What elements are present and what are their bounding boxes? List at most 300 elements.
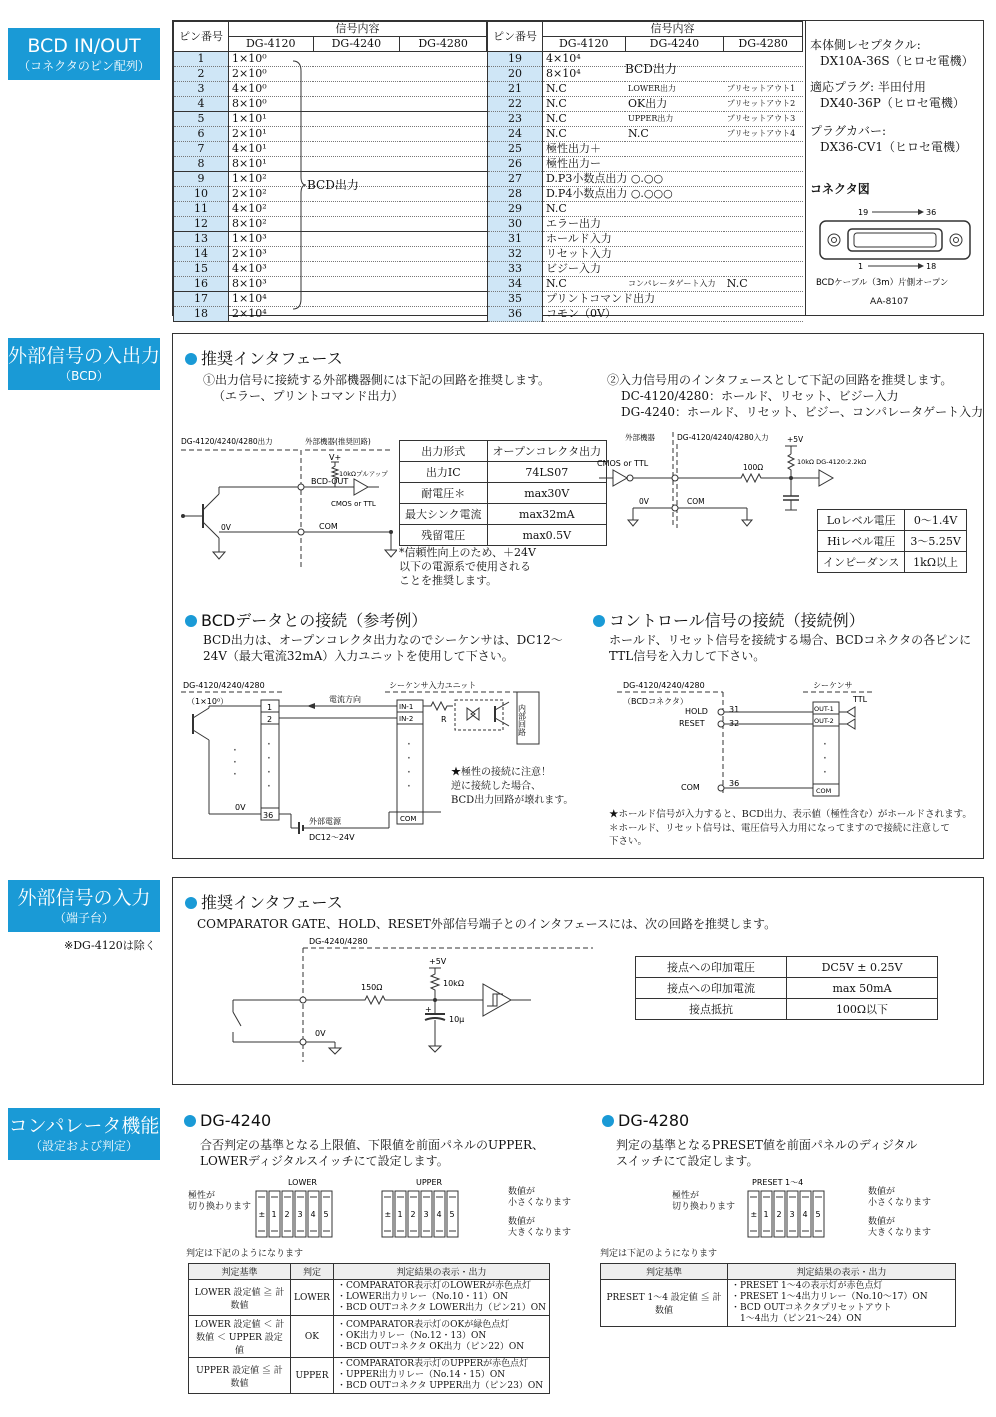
- bullet-icon: [184, 1115, 196, 1127]
- table-row: [189, 1358, 550, 1394]
- receptacle-label: 本体側レセプタクル:: [810, 38, 921, 52]
- pin-number: 31: [488, 232, 543, 247]
- circuit-label: HOLD: [685, 707, 708, 716]
- criteria-cell: LOWER 設定値 ＜ 計数値 ＜ UPPER 設定値: [189, 1316, 291, 1358]
- table-row: [189, 1280, 550, 1316]
- signal-cell: 4×10⁰: [229, 82, 314, 97]
- switch-digit: 2: [284, 1210, 290, 1219]
- criteria-cell: PRESET 1～4 設定値 ≦ 計数値: [601, 1280, 728, 1327]
- pin-number: 26: [488, 157, 543, 172]
- table-row: [488, 247, 803, 262]
- pin-label: 36: [729, 779, 740, 788]
- signal-cell: 8×10⁴: [543, 67, 803, 82]
- signal-cell: 2×10³: [229, 247, 314, 262]
- signal-cell: ホールド入力: [543, 232, 803, 247]
- pin-label: 31: [729, 705, 740, 714]
- switch-digit: 4: [802, 1210, 808, 1219]
- signal-cell: [313, 112, 400, 127]
- signal-cell: [400, 247, 487, 262]
- signal-cell: プリセットアウト4: [724, 127, 803, 142]
- circuit-label: 外部電源: [309, 817, 341, 826]
- switch-digit: ±: [750, 1210, 758, 1219]
- spec-value: 1kΩ以上: [905, 552, 966, 573]
- table-row: [174, 112, 487, 127]
- pin-number: 9: [174, 172, 229, 187]
- circuit-label: 外部機器: [625, 433, 655, 442]
- signal-cell: [313, 67, 400, 82]
- signal-cell: N.C: [543, 97, 626, 112]
- switch-digit: 1: [763, 1210, 769, 1219]
- pin-number: 1: [174, 52, 229, 67]
- signal-cell: 2×10²: [229, 187, 314, 202]
- connector-info: [805, 21, 984, 315]
- smaller-note: 数値が 小さくなります: [508, 1187, 572, 1208]
- heading-dg4240: [184, 1111, 271, 1130]
- heading-interface: [185, 346, 343, 369]
- table-row: [174, 127, 487, 142]
- signal-cell: [400, 142, 487, 157]
- heading-text: 推奨インタフェース: [201, 349, 343, 368]
- model-header: DG-4280: [724, 37, 803, 52]
- pin-number: 33: [488, 262, 543, 277]
- connector-diagram: [812, 205, 978, 295]
- circuit-label: COM: [681, 783, 700, 792]
- circuit-label: COM: [400, 815, 417, 823]
- signal-cell: 1×10³: [229, 232, 314, 247]
- polarity-warning: ★極性の接続に注意！ 逆に接続した場合、 BCD出力回路が壊れます。: [451, 767, 574, 806]
- paragraph: COMPARATOR GATE、HOLD、RESET外部信号端子とのインタフェースには、次の回路を推奨します。: [197, 917, 777, 931]
- svg-text:+: +: [425, 1005, 432, 1014]
- circuit-label: シーケンサ: [813, 681, 853, 690]
- pin-number: 29: [488, 202, 543, 217]
- table-row: [488, 82, 803, 97]
- circuit-label: DG-4240/4280: [309, 937, 368, 946]
- spec-row: [636, 957, 938, 978]
- table-row: [488, 262, 803, 277]
- circuit-label: 10kΩ DG-4120:2.2kΩ: [797, 458, 867, 466]
- pin-number: 15: [174, 262, 229, 277]
- result-cell: ・PRESET 1～4の表示灯が赤色点灯 ・PRESET 1～4出力リレー（No.10～17）ON ・BCD OUTコネクタプリセットアウト 1～4出力（ピン21～24）ON: [728, 1280, 956, 1327]
- spec-value: max30V: [487, 483, 607, 504]
- spec-value: 74LS07: [487, 462, 607, 483]
- switch-digit: 2: [776, 1210, 782, 1219]
- spec-row: [818, 510, 967, 531]
- section-label-ext-io: [8, 338, 160, 390]
- circuit-label: 10kΩ: [443, 979, 464, 988]
- signal-cell: 4×10³: [229, 262, 314, 277]
- table-row: [601, 1280, 956, 1327]
- table-row: [488, 127, 803, 142]
- table-row: [174, 277, 487, 292]
- svg-text:·: ·: [407, 779, 411, 793]
- plug-part: DX40-36P（ヒロセ電機）: [820, 96, 965, 110]
- switch-digit: 3: [789, 1210, 795, 1219]
- section-title: 外部信号の入力: [17, 887, 151, 909]
- svg-text:·: ·: [233, 767, 237, 781]
- circuit-label: COM: [687, 497, 705, 506]
- pin-number: 14: [174, 247, 229, 262]
- signal-cell: [400, 232, 487, 247]
- upper-switch-group: [382, 1191, 458, 1237]
- table-row: [174, 142, 487, 157]
- circuit-label: +5V: [787, 435, 804, 444]
- spec-row: [818, 531, 967, 552]
- paragraph: 合否判定の基準となる上限値、下限値を前面パネルのUPPER、 LOWERディジタルスイッチにて設定します。: [200, 1138, 545, 1168]
- pin-label: 2: [267, 715, 273, 724]
- bullet-icon: [185, 615, 197, 627]
- signal-cell: N.C: [543, 82, 626, 97]
- table-header: 判定基準: [189, 1264, 291, 1280]
- pin-label: 1: [858, 262, 864, 271]
- heading-control-connection: [593, 608, 865, 631]
- circuit-label: DG-4120/4240/4280: [183, 681, 265, 690]
- polarity-note: 極性が 切り換わります: [672, 1191, 736, 1212]
- table-row: [488, 232, 803, 247]
- signal-cell: [400, 67, 487, 82]
- circuit-label: R: [441, 715, 447, 724]
- pin-number: 36: [488, 307, 543, 322]
- circuit-label: TTL: [853, 695, 868, 704]
- signal-cell: プリセットアウト3: [724, 112, 803, 127]
- table-row: [488, 217, 803, 232]
- table-row: [174, 52, 487, 67]
- spec-value: max32mA: [487, 504, 607, 525]
- pin-number: 6: [174, 127, 229, 142]
- section-title: コンパレータ機能: [8, 1115, 160, 1137]
- pin-number: 4: [174, 97, 229, 112]
- section-label-comparator: [8, 1108, 160, 1160]
- paragraph: ホールド、リセット信号を接続する場合、BCDコネクタの各ピンに TTL信号を入力して下さい。: [609, 633, 972, 663]
- signal-cell: [313, 292, 400, 307]
- signal-cell: [313, 82, 400, 97]
- cable-label: BCDケーブル（3m）片側オープン: [816, 278, 949, 288]
- pin-number: 35: [488, 292, 543, 307]
- section-subtitle: （設定および判定）: [29, 1139, 138, 1153]
- signal-cell: 2×10⁴: [229, 307, 314, 322]
- table-row: [189, 1316, 550, 1358]
- pin-table-left: [173, 21, 487, 322]
- signal-cell: N.C: [543, 202, 803, 217]
- signal-cell: エラー出力: [543, 217, 803, 232]
- signal-cell: [400, 112, 487, 127]
- spec-row: [400, 483, 607, 504]
- pin-number: 3: [174, 82, 229, 97]
- spec-row: [400, 441, 607, 462]
- table-row: [488, 97, 803, 112]
- terminal-spec-table: [635, 956, 938, 1020]
- pin-number: 5: [174, 112, 229, 127]
- switch-digit: 5: [449, 1210, 455, 1219]
- paragraph: ①出力信号に接続する外部機器側には下記の回路を推奨します。: [203, 373, 551, 387]
- circuit-label: 100Ω: [743, 463, 764, 472]
- circuit-label: COM: [816, 787, 832, 795]
- heading-bcd-connection: [185, 608, 427, 631]
- table-row: [174, 262, 487, 277]
- switch-digit: 2: [410, 1210, 416, 1219]
- paragraph: DG-4240：ホールド、リセット、ビジー、コンパレータゲート入力: [621, 405, 984, 419]
- paragraph: ②入力信号用のインタフェースとして下記の回路を推奨します。: [607, 373, 953, 387]
- model-header: DG-4240: [313, 37, 400, 52]
- brace-left: [291, 59, 307, 311]
- switch-digit: 5: [323, 1210, 329, 1219]
- svg-text:·: ·: [823, 751, 827, 765]
- signal-cell: 2×10¹: [229, 127, 314, 142]
- receptacle-part: DX10A-36S（ヒロセ電機）: [820, 54, 974, 68]
- control-connection-diagram: [603, 678, 883, 806]
- circuit-label: DC12～24V: [309, 833, 355, 842]
- svg-text:·: ·: [267, 751, 271, 765]
- result-cell: ・COMPARATOR表示灯のLOWERが赤色点灯 ・LOWER出力リレー（No.10・11）ON ・BCD OUTコネクタ LOWER出力（ピン21）ON: [333, 1280, 549, 1316]
- judge-intro: 判定は下記のようになります: [600, 1249, 718, 1259]
- svg-text:·: ·: [823, 737, 827, 751]
- lower-switch-group: [256, 1191, 332, 1237]
- circuit-label: RESET: [679, 719, 705, 728]
- signal-cell: [400, 202, 487, 217]
- spec-value: max 50mA: [787, 978, 938, 999]
- spec-value: オープンコレクタ出力: [487, 441, 607, 462]
- pin-label: 32: [729, 719, 740, 728]
- model-header: DG-4280: [400, 37, 487, 52]
- table-row: [174, 67, 487, 82]
- cover-part: DX36-CV1（ヒロセ電機）: [820, 140, 967, 154]
- signal-cell: 8×10⁰: [229, 97, 314, 112]
- col-signal-header: 信号内容: [543, 22, 803, 37]
- pin-number: 23: [488, 112, 543, 127]
- comparator-area: [172, 1103, 984, 1409]
- switch-digit: ±: [384, 1210, 392, 1219]
- signal-cell: [313, 262, 400, 277]
- signal-cell: N.C: [625, 127, 724, 142]
- circuit-label: 外部機器(推奨回路): [305, 437, 371, 446]
- pin-number: 2: [174, 67, 229, 82]
- spec-key: 残留電圧: [400, 525, 488, 546]
- criteria-cell: LOWER 設定値 ≧ 計数値: [189, 1280, 291, 1316]
- circuit-label: 0V: [315, 1029, 326, 1038]
- circuit-label: IN-2: [399, 715, 414, 723]
- switch-digit: 3: [297, 1210, 303, 1219]
- signal-cell: 4×10⁴: [543, 52, 803, 67]
- switch-digit: ±: [258, 1210, 266, 1219]
- circuit-label: +5V: [429, 957, 447, 966]
- signal-cell: [400, 52, 487, 67]
- heading-text: DG-4240: [200, 1111, 272, 1130]
- signal-cell: [400, 82, 487, 97]
- bcd-connection-diagram: [179, 678, 579, 844]
- spec-key: 接点への印加電圧: [636, 957, 787, 978]
- signal-cell: [313, 247, 400, 262]
- signal-cell: [400, 187, 487, 202]
- signal-cell: プリントコマンド出力: [543, 292, 803, 307]
- pin-table-box: [172, 20, 984, 320]
- table-row: [174, 97, 487, 112]
- section-label-bcd: [8, 28, 160, 80]
- table-header: 判定基準: [601, 1264, 728, 1280]
- table-row: [174, 292, 487, 307]
- signal-cell: D.P4小数点出力 ○.○○○: [543, 187, 803, 202]
- table-row: [174, 247, 487, 262]
- spec-row: [400, 462, 607, 483]
- plug-label: 適応プラグ: 半田付用: [810, 80, 926, 94]
- circuit-label: 0V: [235, 803, 246, 812]
- svg-text:·: ·: [407, 765, 411, 779]
- heading-text: 推奨インタフェース: [201, 893, 343, 912]
- spec-row: [818, 552, 967, 573]
- spec-row: [400, 504, 607, 525]
- spec-value: DC5V ± 0.25V: [787, 957, 938, 978]
- paragraph: （エラー、プリントコマンド出力）: [213, 389, 404, 403]
- signal-cell: コモン（0V）: [543, 307, 803, 322]
- pin-number: 27: [488, 172, 543, 187]
- pin-number: 16: [174, 277, 229, 292]
- polarity-note: 極性が 切り換わります: [188, 1191, 252, 1212]
- signal-cell: [400, 172, 487, 187]
- pin-number: 10: [174, 187, 229, 202]
- svg-text:·: ·: [267, 765, 271, 779]
- bcd-output-group-label-right: BCD出力: [625, 62, 677, 76]
- col-pin-header: ピン番号: [488, 22, 543, 52]
- heading-interface: [185, 890, 343, 913]
- signal-cell: N.C: [543, 277, 626, 292]
- table-header: 判定: [290, 1264, 333, 1280]
- pin-label: 36: [926, 208, 937, 217]
- smaller-note: 数値が 小さくなります: [868, 1187, 932, 1208]
- signal-cell: 4×10²: [229, 202, 314, 217]
- spec-row: [636, 999, 938, 1020]
- section-title: 外部信号の入出力: [8, 345, 161, 367]
- pin-number: 8: [174, 157, 229, 172]
- table-row: [488, 277, 803, 292]
- circuit-label: シーケンサ入力ユニット: [389, 681, 477, 690]
- pin-number: 17: [174, 292, 229, 307]
- circuit-label: COM: [319, 522, 338, 531]
- section-subtitle: （コネクタのピン配列）: [18, 59, 150, 73]
- pin-number: 30: [488, 217, 543, 232]
- exclusion-note: ※DG-4120は除く: [64, 939, 156, 952]
- circuit-label: 電流方向: [329, 695, 361, 704]
- ext-in-box: [172, 877, 984, 1085]
- table-row: [174, 157, 487, 172]
- circuit-label: DG-4120/4240/4280入力: [677, 433, 769, 442]
- svg-text:·: ·: [267, 779, 271, 793]
- circuit-label: OUT-2: [814, 717, 834, 725]
- output-spec-table: [399, 440, 607, 546]
- switch-digit: 4: [310, 1210, 316, 1219]
- result-cell: ・COMPARATOR表示灯のUPPERが赤色点灯 ・UPPER出力リレー（No.14・15）ON ・BCD OUTコネクタ UPPER出力（ピン23）ON: [333, 1358, 549, 1394]
- table-row: [174, 232, 487, 247]
- switch-digit: 1: [397, 1210, 403, 1219]
- spec-key: Hiレベル電圧: [818, 531, 905, 552]
- signal-cell: D.P3小数点出力 ○.○○: [543, 172, 803, 187]
- signal-cell: プリセットアウト2: [724, 97, 803, 112]
- signal-cell: [313, 307, 400, 322]
- section-subtitle: （端子台）: [53, 911, 114, 925]
- signal-cell: プリセットアウト1: [724, 82, 803, 97]
- svg-text:·: ·: [267, 737, 271, 751]
- signal-cell: 1×10²: [229, 172, 314, 187]
- signal-cell: UPPER出力: [625, 112, 724, 127]
- circuit-label: （1×10⁰）: [187, 697, 229, 706]
- table-header: 判定結果の表示・出力: [333, 1264, 549, 1280]
- circuit-label: 0V: [221, 523, 231, 532]
- circuit-label: 内部回路: [517, 704, 527, 736]
- terminal-circuit-diagram: [203, 934, 603, 1068]
- signal-cell: N.C: [543, 112, 626, 127]
- spec-key: 耐電圧＊: [400, 483, 488, 504]
- switch-label: LOWER: [288, 1178, 317, 1187]
- heading-text: BCDデータとの接続（参考例）: [201, 611, 428, 630]
- spec-key: 接点への印加電流: [636, 978, 787, 999]
- model-header: DG-4240: [625, 37, 724, 52]
- circuit-label: 150Ω: [361, 983, 383, 992]
- dg4280-switch-diagram: [738, 1175, 858, 1245]
- switch-digit: 1: [271, 1210, 277, 1219]
- signal-cell: 極性出力＋: [543, 142, 803, 157]
- heading-text: コントロール信号の接続（接続例）: [609, 611, 865, 630]
- bcd-output-group-label: BCD出力: [307, 178, 359, 192]
- paragraph: BCD出力は、オープンコレクタ出力なのでシーケンサは、DC12～ 24V（最大電流32mA）入力ユニットを使用して下さい。: [203, 633, 563, 663]
- signal-cell: [313, 217, 400, 232]
- input-spec-table: [817, 509, 967, 573]
- table-row: [174, 307, 487, 322]
- spec-value: 100Ω以下: [787, 999, 938, 1020]
- bullet-icon: [185, 353, 197, 365]
- signal-cell: [400, 127, 487, 142]
- signal-cell: 1×10⁰: [229, 52, 314, 67]
- signal-cell: N.C: [724, 277, 803, 292]
- switch-digit: 5: [815, 1210, 821, 1219]
- pin-number: 7: [174, 142, 229, 157]
- paragraph: 判定の基準となるPRESET値を前面パネルのディジタル スイッチにて設定します。: [616, 1138, 918, 1168]
- signal-cell: 8×10¹: [229, 157, 314, 172]
- pin-number: 13: [174, 232, 229, 247]
- signal-cell: [400, 157, 487, 172]
- signal-cell: 8×10²: [229, 217, 314, 232]
- pin-number: 11: [174, 202, 229, 217]
- spec-key: 最大シンク電流: [400, 504, 488, 525]
- spec-key: Loレベル電圧: [818, 510, 905, 531]
- table-row: [174, 202, 487, 217]
- switch-digit: 4: [436, 1210, 442, 1219]
- signal-cell: [400, 262, 487, 277]
- table-row: [488, 172, 803, 187]
- signal-cell: 4×10¹: [229, 142, 314, 157]
- output-circuit-diagram: [179, 432, 397, 570]
- circuit-label: V+: [329, 453, 342, 462]
- pin-number: 34: [488, 277, 543, 292]
- pin-number: 20: [488, 67, 543, 82]
- circuit-label: IN-1: [399, 703, 414, 711]
- signal-cell: 2×10⁰: [229, 67, 314, 82]
- signal-cell: [313, 202, 400, 217]
- circuit-label: CMOS or TTL: [597, 459, 649, 468]
- signal-cell: [313, 232, 400, 247]
- table-row: [174, 82, 487, 97]
- signal-cell: リセット入力: [543, 247, 803, 262]
- signal-cell: 極性出力ー: [543, 157, 803, 172]
- heading-text: DG-4280: [618, 1111, 690, 1130]
- circuit-label: DG-4120/4240/4280出力: [181, 437, 273, 446]
- circuit-label: 0V: [639, 497, 649, 506]
- circuit-label: DG-4120/4240/4280: [623, 681, 705, 690]
- preset-switch-group: [748, 1191, 824, 1237]
- col-pin-header: ピン番号: [174, 22, 229, 52]
- circuit-label: 10μ: [449, 1015, 465, 1024]
- table-row: [174, 217, 487, 232]
- pin-number: 21: [488, 82, 543, 97]
- signal-cell: [313, 277, 400, 292]
- signal-cell: ビジー入力: [543, 262, 803, 277]
- table-row: [488, 112, 803, 127]
